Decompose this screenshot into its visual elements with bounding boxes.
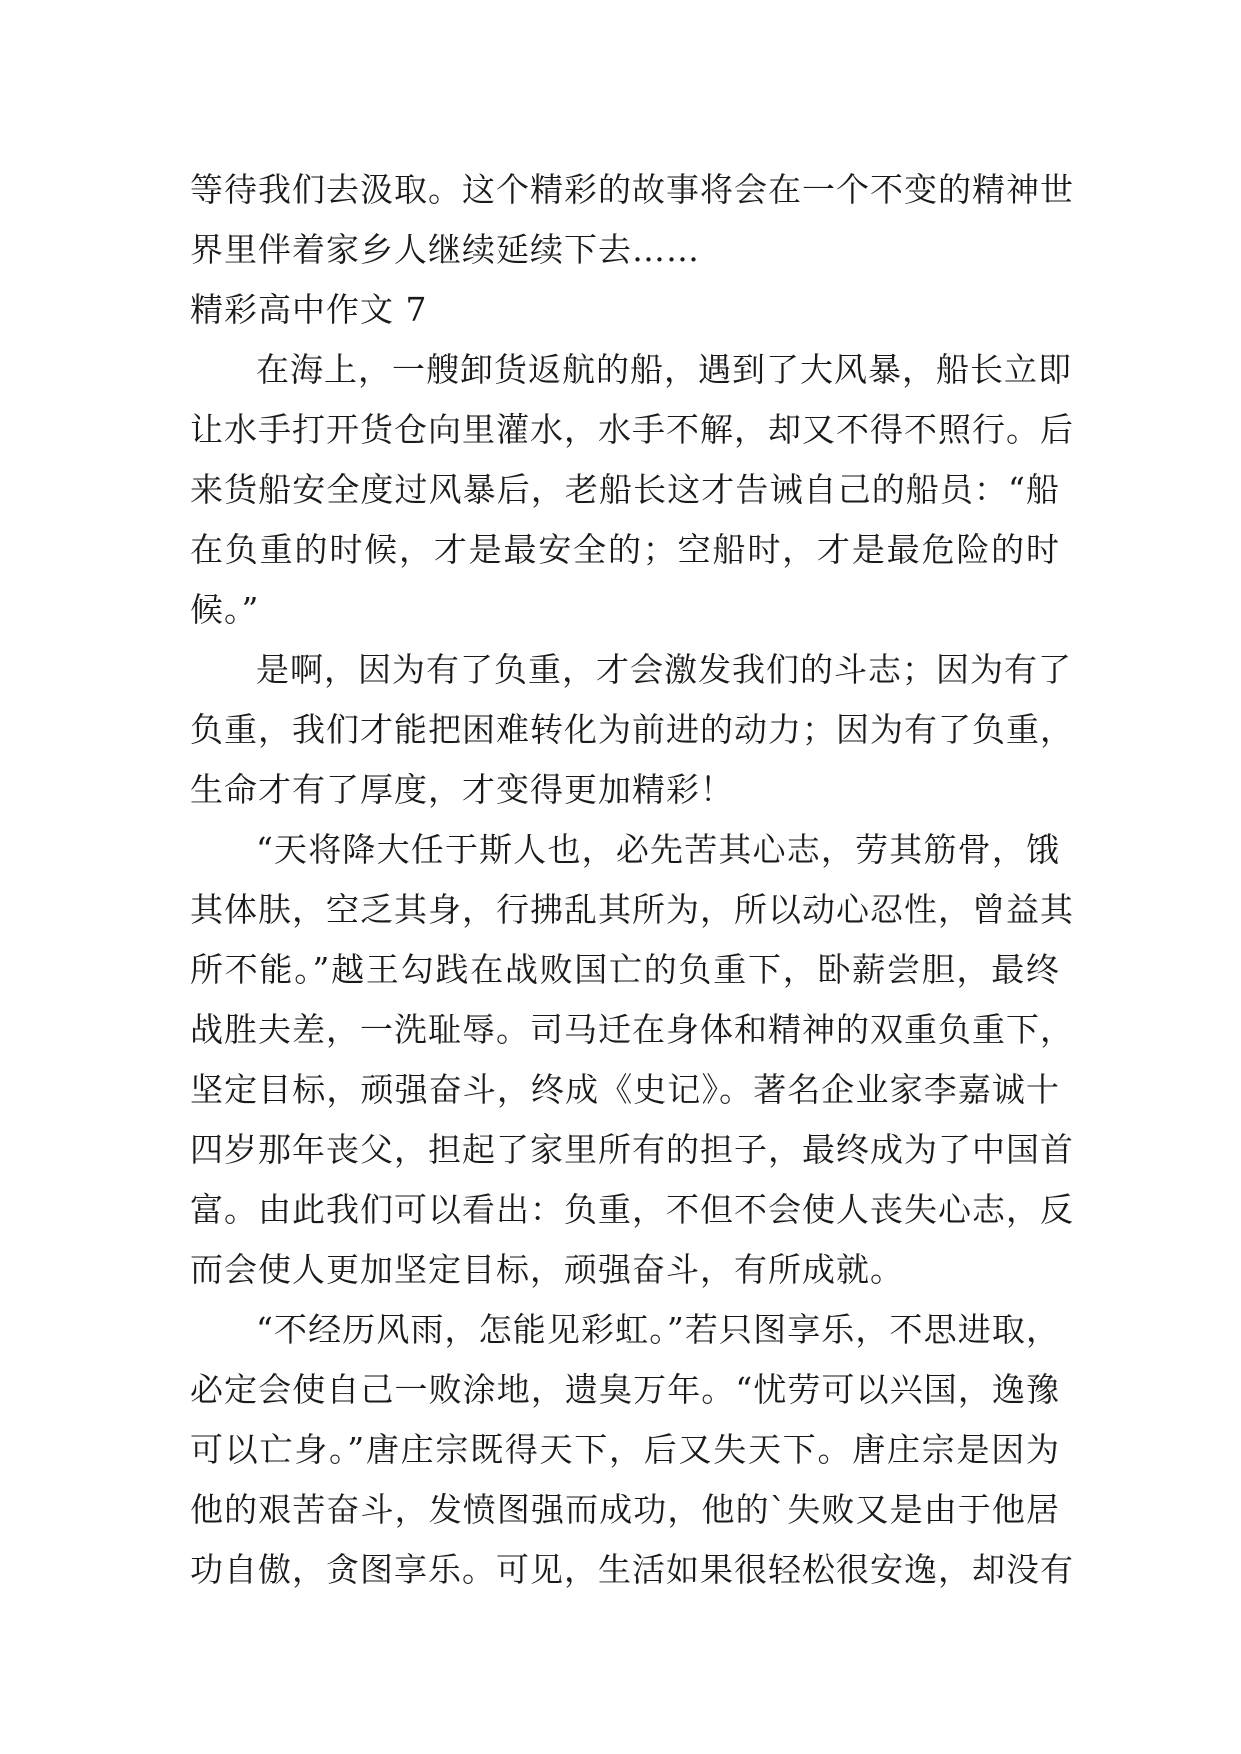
document-body [190, 160, 1074, 1600]
text-line: “天将降大任于斯人也，必先苦其心志，劳其筋骨，饿 [256, 830, 1060, 869]
text-line: 战胜夫差，一洗耻辱。司马迁在身体和精神的双重负重下， [190, 1010, 1074, 1049]
text-line: 必定会使自己一败涂地，遗臭万年。“忧劳可以兴国，逸豫 [190, 1370, 1060, 1409]
text-line: 生命才有了厚度，才变得更加精彩！ [190, 770, 734, 809]
text-line: 而会使人更加坚定目标，顽强奋斗，有所成就。 [190, 1250, 904, 1289]
text-line: 富。由此我们可以看出：负重，不但不会使人丧失心志，反 [190, 1190, 1074, 1229]
paragraph [190, 1300, 1074, 1600]
text-line: 四岁那年丧父，担起了家里所有的担子，最终成为了中国首 [190, 1130, 1074, 1169]
text-line: 可以亡身。”唐庄宗既得天下，后又失天下。唐庄宗是因为 [190, 1430, 1060, 1469]
text-line: 所不能。”越王勾践在战败国亡的负重下，卧薪尝胆，最终 [190, 950, 1060, 989]
text-line: 功自傲，贪图享乐。可见，生活如果很轻松很安逸，却没有 [190, 1550, 1074, 1589]
text-line: 在负重的时候，才是最安全的；空船时，才是最危险的时 [190, 530, 1060, 569]
text-line: 让水手打开货仓向里灌水，水手不解，却又不得不照行。后 [190, 410, 1074, 449]
paragraph [190, 820, 1074, 1300]
section-title: 精彩高中作文 7 [190, 290, 428, 329]
text-line: 是啊，因为有了负重，才会激发我们的斗志；因为有了 [256, 650, 1072, 689]
text-line: “不经历风雨，怎能见彩虹。”若只图享乐，不思进取， [256, 1310, 1060, 1349]
text-line: 来货船安全度过风暴后，老船长这才告诫自己的船员：“船 [190, 470, 1060, 509]
text-line: 界里伴着家乡人继续延续下去…… [190, 230, 700, 269]
text-line: 坚定目标，顽强奋斗，终成《史记》。著名企业家李嘉诚十 [190, 1070, 1060, 1109]
text-line: 他的艰苦奋斗，发愤图强而成功，他的`失败又是由于他居 [190, 1490, 1060, 1529]
text-line: 负重，我们才能把困难转化为前进的动力；因为有了负重， [190, 710, 1074, 749]
text-line: 等待我们去汲取。这个精彩的故事将会在一个不变的精神世 [190, 170, 1074, 209]
text-line: 在海上，一艘卸货返航的船，遇到了大风暴，船长立即 [256, 350, 1072, 389]
text-line: 其体肤，空乏其身，行拂乱其所为，所以动心忍性，曾益其 [190, 890, 1074, 929]
paragraph [190, 640, 1074, 820]
paragraph-continuation [190, 160, 1074, 280]
paragraph [190, 340, 1074, 640]
text-line: 候。” [190, 590, 260, 629]
